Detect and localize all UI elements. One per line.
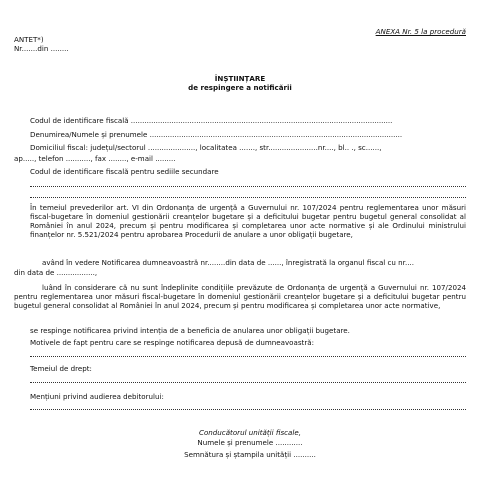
contact-field: ap....., telefon ..........., fax ........, e-mail ......... [14, 154, 176, 163]
signatory-role: Conducătorul unității fiscale, [199, 428, 301, 437]
dotted-line [30, 382, 466, 383]
dotted-line [30, 186, 466, 187]
dotted-line [30, 356, 466, 357]
secondary-offices-label: Codul de identificare fiscală pentru sediile secundare [30, 167, 219, 176]
name-field: Denumirea/Numele și prenumele ................................................................................................................ [30, 130, 403, 139]
hearing-mentions-label: Mențiuni privind audierea debitorului: [30, 392, 164, 401]
fiscal-code-field: Codul de identificare fiscală .................................................................................................................... [30, 116, 393, 125]
reasons-label: Motivele de fapt pentru care se respinge notificarea depusă de dumneavoastră: [30, 338, 314, 347]
fiscal-domicile-field: Domiciliul fiscal: județul/sectorul ....................., localitatea ......., str......................nr...., bl.. ., sc......, [30, 143, 382, 152]
legal-grounds-label: Temeiul de drept: [30, 364, 92, 373]
dotted-line [30, 197, 466, 198]
notification-date-line: din data de ................., [14, 268, 98, 277]
signature-stamp-line: Semnătura și ștampila unității .......... [184, 450, 316, 459]
conditions-paragraph: luând în considerare că nu sunt îndeplinite condițiile prevăzute de Ordonanța de urgență a Guvernului nr. 107/2024 pentru reglementarea unor măsuri fiscal-bugetare în domeniul gestionării creanțelor bugetare și a deficitului bugetar pentru bugetul general consolidat al României în anul 2024, precum și pentru modificarea și completarea unor acte normative, [14, 283, 466, 310]
notification-reference-line: având în vedere Notificarea dumneavoastră nr........din data de ......, înregistrată la organul fiscal cu nr.... [42, 258, 414, 267]
antet-label: ANTET*) [14, 35, 44, 44]
dotted-line [30, 409, 466, 410]
signatory-name-line: Numele și prenumele ............ [197, 438, 303, 447]
document-subtitle: de respingere a notificării [188, 83, 292, 92]
legal-basis-paragraph: În temeiul prevederilor art. VI din Ordonanța de urgență a Guvernului nr. 107/2024 pentru reglementarea unor măsuri fiscal-bugetare în domeniul gestionării creanțelor bugetare și a deficitului bugetar pentru bugetul general consolidat al României în anul 2024, precum și pentru modificarea și completarea unor acte normative și ale Ordinului ministrului finanțelor nr. 5.521/2024 pentru aprobarea Procedurii de anulare a unor obligații bugetare, [30, 203, 466, 239]
document-title: ÎNȘTIINȚARE [214, 74, 266, 83]
rejection-statement: se respinge notificarea privind intenția de a beneficia de anularea unor obligații bugetare. [30, 326, 350, 335]
registration-number-line: Nr.......din ........ [14, 44, 69, 53]
annex-label: ANEXA Nr. 5 la procedură [375, 27, 466, 36]
